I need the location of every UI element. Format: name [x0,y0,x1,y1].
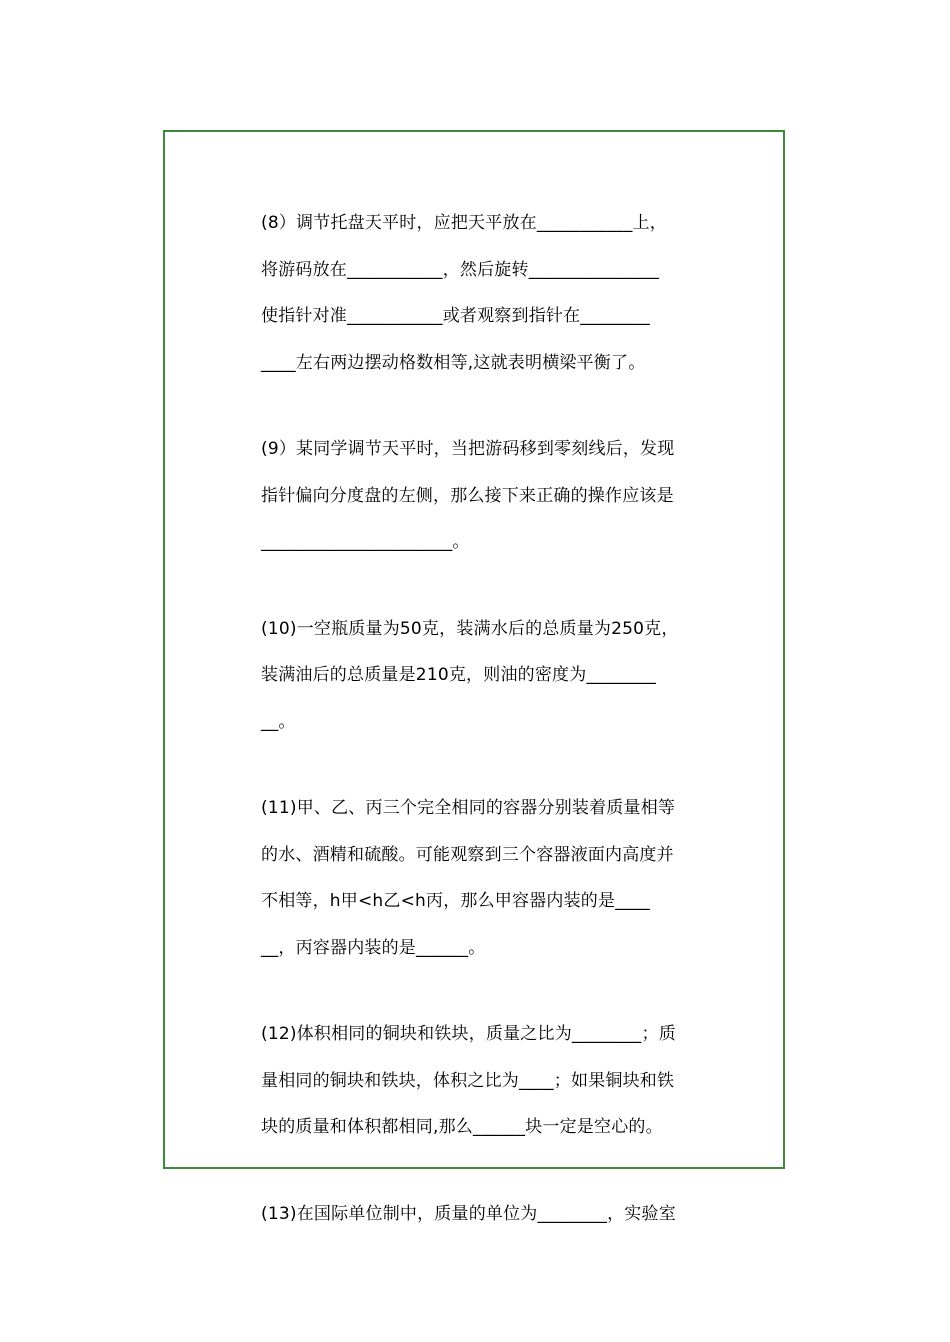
question-line: 使指针对准___________或者观察到指针在________ [261,306,650,326]
question-line: __，丙容器内装的是______。 [261,937,486,958]
question-line: (11)甲、乙、丙三个完全相同的容器分别装着质量相等 [261,798,676,818]
question-line: __。 [261,711,296,732]
question-line: 块的质量和体积都相同,那么______块一定是空心的。 [261,1117,663,1137]
question-line: 不相等，h甲<h乙<h丙，那么甲容器内装的是____ [261,891,651,911]
question-line: (12)体积相同的铜块和铁块，质量之比为________；质 [261,1024,676,1044]
question-line: (10)一空瓶质量为50克，装满水后的总质量为250克， [261,618,679,639]
question-line: 将游码放在___________，然后旋转_______________ [261,259,660,280]
question-line: 量相同的铜块和铁块，体积之比为____；如果铜块和铁 [261,1070,675,1091]
question-line: 装满油后的总质量是210克，则油的密度为________ [261,665,657,685]
question-8 [261,200,701,386]
question-13 [261,1191,701,1238]
question-11 [261,785,701,971]
question-line: 指针偏向分度盘的左侧，那么接下来正确的操作应该是 [261,485,674,506]
question-10 [261,606,701,746]
question-line: (9）某同学调节天平时，当把游码移到零刻线后，发现 [261,439,675,459]
question-line: ____左右两边摆动格数相等,这就表明横梁平衡了。 [261,352,646,373]
question-list [261,200,701,1277]
question-12 [261,1011,701,1151]
question-9 [261,426,701,566]
question-line: (8）调节托盘天平时，应把天平放在___________上， [261,213,667,233]
question-line: 的水、酒精和硫酸。可能观察到三个容器液面内高度并 [261,844,674,865]
question-line: ______________________。 [261,532,470,552]
question-line: (13)在国际单位制中，质量的单位为________，实验室 [261,1203,676,1224]
page-frame [163,130,785,1224]
